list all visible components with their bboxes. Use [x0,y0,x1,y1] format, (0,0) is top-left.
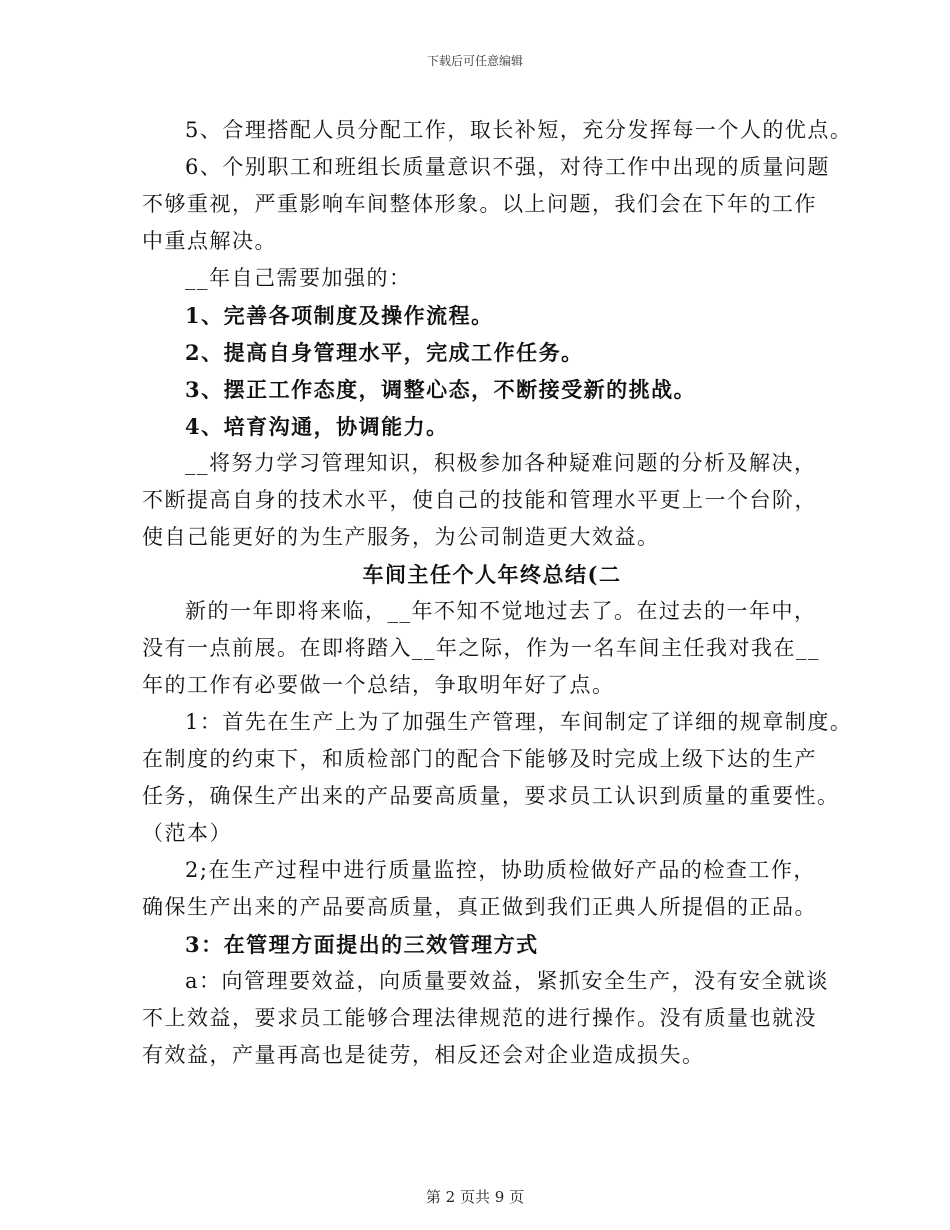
list-item: 2、提高自身管理水平，完成工作任务。 [185,340,584,365]
paragraph-line: 6、个别职工和班组长质量意识不强，对待工作中出现的质量问题 [185,155,830,179]
page-footer: 第 2 页共 9 页 [425,1188,525,1206]
paragraph-line: 任务，确保生产出来的产品要高质量，要求员工认识到质量的重要性。 [142,784,840,808]
paragraph-line: 5、合理搭配人员分配工作，取长补短，充分发挥每一个人的优点。 [185,118,853,142]
subsection-heading: 3：在管理方面提出的三效管理方式 [185,932,539,957]
section-title: 车间主任个人年终总结(二 [362,562,622,587]
paragraph-line: 有效益，产量再高也是徒劳，相反还会对企业造成损失。 [142,1043,705,1067]
paragraph-line: a：向管理要效益，向质量要效益，紧抓安全生产，没有安全就谈 [185,969,830,993]
paragraph-line: 1：首先在生产上为了加强生产管理，车间制定了详细的规章制度。 [185,710,853,734]
paragraph-line: 在制度的约束下，和质检部门的配合下能够及时完成上级下达的生产 [142,747,817,771]
document-body [142,112,853,1074]
paragraph-line: __年自己需要加强的： [185,266,412,290]
paragraph-line: 中重点解决。 [142,229,277,253]
paragraph-line: 确保生产出来的产品要高质量，真正做到我们正典人所提倡的正品。 [142,895,817,919]
paragraph-line: 新的一年即将来临，__年不知不觉地过去了。在过去的一年中， [185,599,817,623]
paragraph-line: 没有一点前展。在即将踏入__年之际，作为一名车间主任我对我在__ [142,636,820,660]
list-item: 1、完善各项制度及操作流程。 [185,303,494,328]
paragraph-line: 2;在生产过程中进行质量监控，协助质检做好产品的检查工作， [185,858,816,882]
paragraph-line: 不上效益，要求员工能够合理法律规范的进行操作。没有质量也就没 [142,1006,817,1030]
page-header: 下载后可任意编辑 [426,54,523,68]
paragraph-line: __将努力学习管理知识，积极参加各种疑难问题的分析及解决， [185,451,817,475]
paragraph-line: （范本） [142,821,232,845]
paragraph-line: 不够重视，严重影响车间整体形象。以上问题，我们会在下年的工作 [142,192,817,216]
list-item: 3、摆正工作态度，调整心态，不断接受新的挑战。 [185,377,697,402]
paragraph-line: 年的工作有必要做一个总结，争取明年好了点。 [142,673,615,697]
paragraph-line: 使自己能更好的为生产服务，为公司制造更大效益。 [142,525,660,549]
paragraph-line: 不断提高自身的技术水平，使自己的技能和管理水平更上一个台阶， [142,488,817,512]
list-item: 4、培育沟通，协调能力。 [185,414,449,439]
